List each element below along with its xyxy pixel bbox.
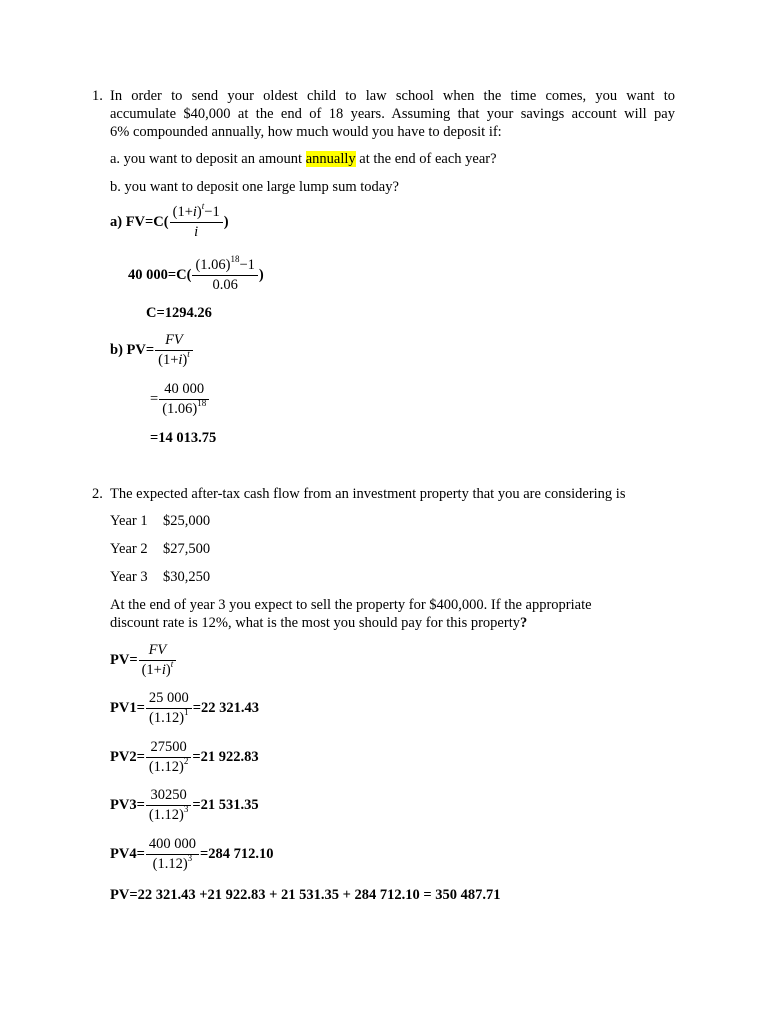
formula-pv2: PV2= $\frac{27500}{(1.12)^2}$ =21 922.83	[110, 739, 259, 775]
result-pv: =14 013.75	[150, 430, 217, 446]
q1-part-a-before: a. you want to deposit an amount	[110, 151, 306, 167]
formula-fv-label: a) FV=C(	[110, 213, 169, 230]
q1-number: 1.	[92, 88, 103, 104]
formula-pv-fraction: $\frac{FV}{(1+i)^t}$	[155, 332, 193, 369]
q1-part-a-after: at the end of each year?	[355, 151, 497, 167]
formula-pv-substituted: = $\frac{40 000}{(1.06)^{18}}$	[150, 381, 210, 418]
q2-intro: The expected after-tax cash flow from an investment property that you are considering is	[110, 486, 626, 502]
result-c: C=1294.26	[146, 305, 212, 321]
total-pv: PV=22 321.43 +21 922.83 + 21 531.35 + 284 712.10 = 350 487.71	[110, 887, 501, 903]
formula-pv	[110, 332, 194, 369]
formula-fv-sub-fraction: $\frac{(1.06)^{18}-1}{0.06}$	[192, 257, 257, 294]
highlighted-word: annually	[305, 151, 356, 167]
formula-fv	[110, 201, 229, 241]
formula-pv-label: b) PV=	[110, 341, 155, 358]
q1-part-b: b. you want to deposit one large lump sum today?	[110, 179, 399, 195]
q1-part-a	[110, 151, 497, 168]
formula-pv1: PV1= $\frac{25 000}{(1.12)^1}$ =22 321.43	[110, 690, 259, 726]
q1-text-line-3: 6% compounded annually, how much would you have to deposit if:	[110, 124, 502, 140]
formula-pv-general: PV= $\frac{FV}{(1+i)^t}$	[110, 642, 177, 679]
q2-number: 2.	[92, 486, 103, 502]
cash-flow-row: Year 2 $27,500	[110, 541, 211, 557]
formula-fv-substituted: 40 000=C( $\frac{(1.06)^{18}-1}{0.06}$ )	[128, 254, 264, 293]
formula-fv-sub-label: 40 000=C(	[128, 266, 192, 283]
formula-pv3: PV3= $\frac{30250}{(1.12)^3}$ =21 531.35	[110, 787, 259, 823]
cash-flow-row: Year 1 $25,000	[110, 513, 211, 529]
formula-pv-general-fraction: $\frac{FV}{(1+i)^t}$	[139, 642, 177, 679]
q2-text-line-2: discount rate is 12%, what is the most you should pay for this property?	[110, 615, 528, 631]
formula-pv4: PV4= $\frac{400 000}{(1.12)^3}$ =284 712.10	[110, 836, 274, 872]
q2-text-line-1: At the end of year 3 you expect to sell the property for $400,000. If the appropriate	[110, 597, 592, 613]
formula-fv-close: )	[223, 213, 229, 230]
q1-text-line-1: In order to send your oldest child to law school when the time comes, you want to	[110, 88, 675, 104]
cash-flow-row: Year 3 $30,250	[110, 569, 211, 585]
formula-pv-sub-fraction: $\frac{40 000}{(1.06)^{18}}$	[159, 381, 209, 418]
q1-text-line-2: accumulate $40,000 at the end of 18 years. Assuming that your savings account will pay	[110, 106, 675, 122]
formula-fv-fraction: $\frac{(1+i)^t-1}{i}$	[170, 204, 223, 241]
